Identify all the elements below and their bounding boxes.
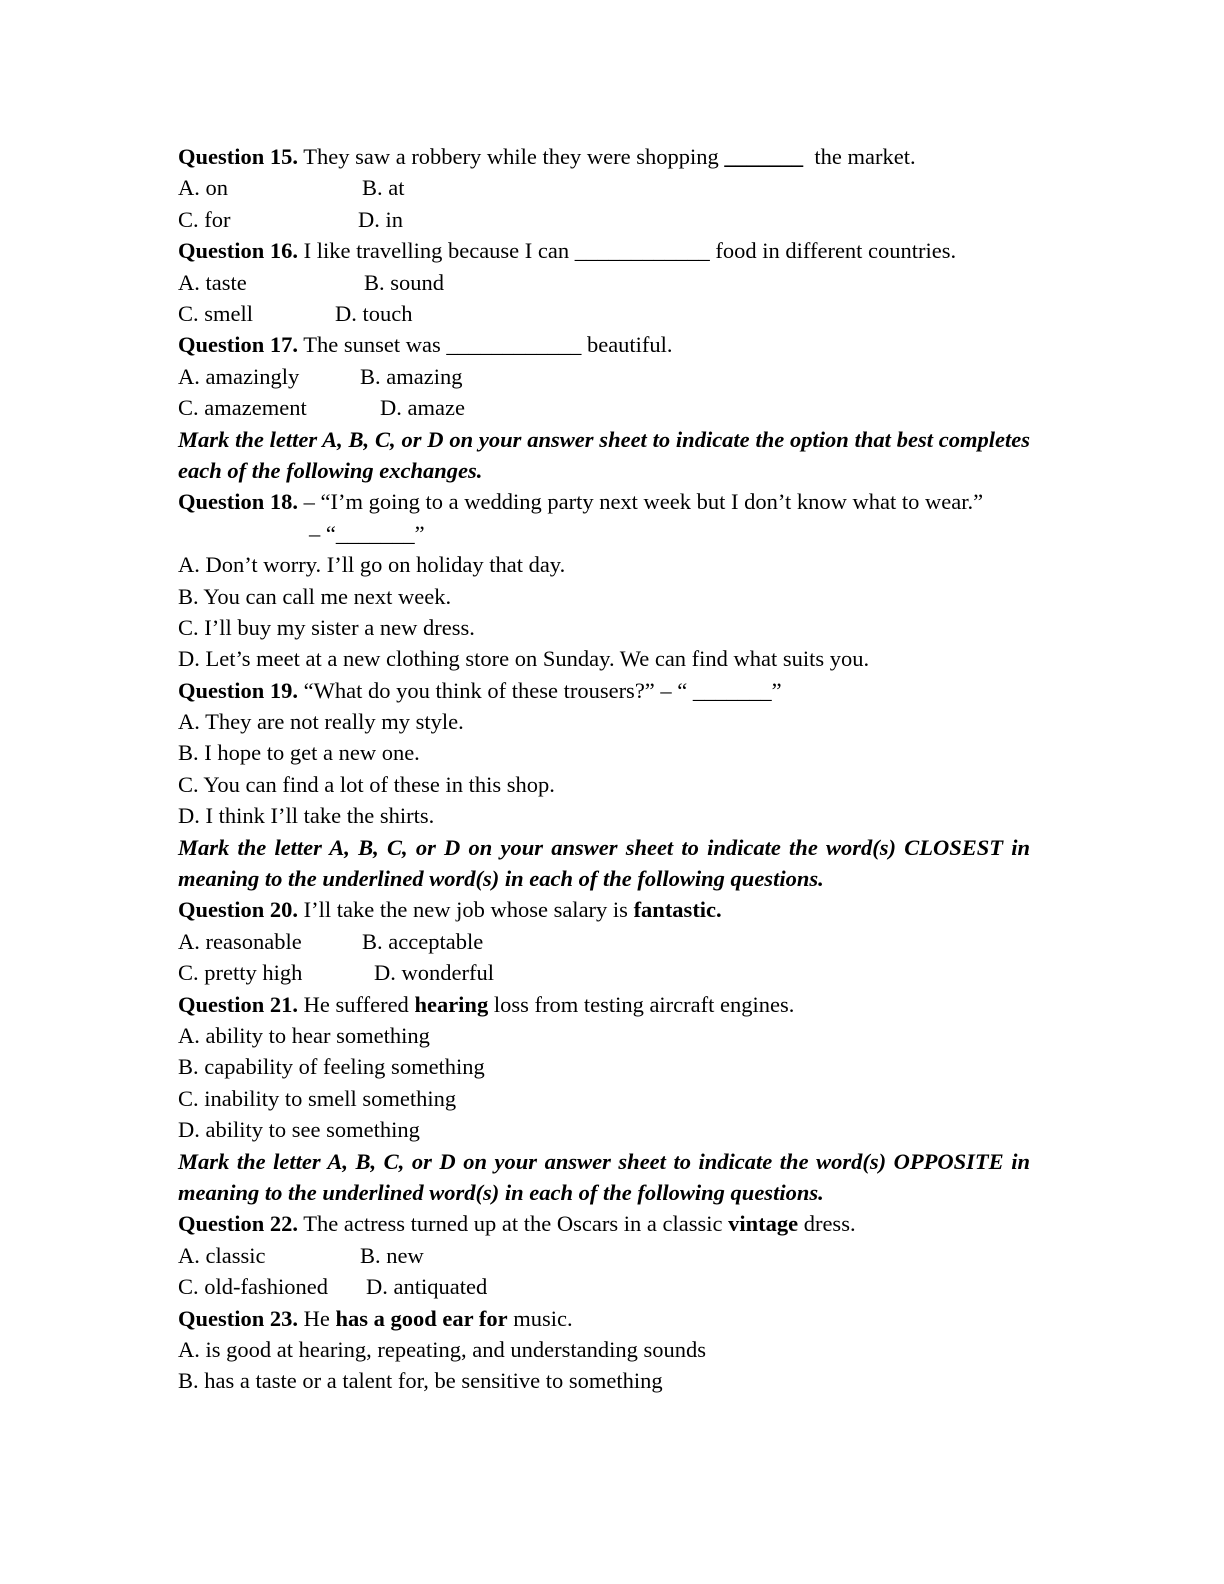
question-18: [178, 486, 1030, 517]
option-c: C. inability to smell something: [178, 1085, 457, 1111]
question-text: I like travelling because I can ____________ food in different countries.: [298, 238, 957, 264]
option-a: A. classic: [178, 1242, 266, 1268]
options-row: [178, 957, 1030, 988]
option-c: C. amazement: [178, 395, 307, 421]
question-text-after: music.: [507, 1305, 573, 1331]
options-row: [178, 267, 1030, 298]
question-15: [178, 141, 1030, 172]
option-a: A. reasonable: [178, 928, 302, 954]
option-a: A. They are not really my style.: [178, 709, 464, 735]
question-20: [178, 894, 1030, 925]
question-label: Question 17.: [178, 332, 299, 358]
option-b: B. capability of feeling something: [178, 1054, 485, 1080]
option-c: C. old-fashioned: [178, 1274, 328, 1300]
question-label: Question 15.: [178, 144, 299, 169]
question-22: [178, 1208, 1030, 1239]
options-row: [178, 1271, 1030, 1302]
option-a: A. Don’t worry. I’ll go on holiday that day.: [178, 552, 566, 578]
question-label: Question 18.: [178, 489, 299, 515]
question-19: [178, 675, 1030, 706]
options-row: [178, 361, 1030, 392]
instruction-closest: Mark the letter A, B, C, or D on your answer sheet to indicate the word(s) CLOSEST in meaning to the underlined word(s) in each of the following questions.: [178, 834, 1030, 892]
options-row: [178, 1240, 1030, 1271]
option-c: C. I’ll buy my sister a new dress.: [178, 614, 475, 640]
option-c: C. smell: [178, 300, 254, 326]
options-row: [178, 204, 1030, 235]
option-d: D. amaze: [380, 395, 465, 421]
question-text-after: loss from testing aircraft engines.: [488, 991, 795, 1017]
option-d: D. antiquated: [366, 1274, 488, 1300]
question-17: [178, 329, 1030, 360]
question-16: [178, 235, 1030, 266]
option-a: A. amazingly: [178, 363, 300, 389]
reply-blank: – “_______”: [309, 520, 425, 546]
option-b: B. at: [362, 175, 405, 201]
document-page: [178, 141, 1030, 1397]
option-d: D. wonderful: [374, 960, 494, 986]
question-label: Question 22.: [178, 1211, 299, 1237]
question-text: “What do you think of these trousers?” – “ _______”: [298, 677, 782, 703]
question-text: He: [298, 1305, 336, 1331]
option-d: D. in: [358, 206, 403, 232]
option-b: B. new: [360, 1242, 424, 1268]
option-b: B. You can call me next week.: [178, 583, 452, 609]
option-b: B. I hope to get a new one.: [178, 740, 420, 766]
question-label: Question 23.: [178, 1305, 299, 1331]
question-text: – “I’m going to a wedding party next week but I don’t know what to wear.”: [298, 489, 984, 515]
options-row: [178, 392, 1030, 423]
options-row: [178, 172, 1030, 203]
question-text-after: the market.: [803, 144, 916, 169]
option-c: C. You can find a lot of these in this shop.: [178, 771, 555, 797]
option-a: A. taste: [178, 269, 247, 295]
option-d: D. I think I’ll take the shirts.: [178, 803, 435, 829]
option-b: B. acceptable: [362, 928, 484, 954]
options-row: [178, 298, 1030, 329]
option-a: A. is good at hearing, repeating, and understanding sounds: [178, 1336, 707, 1362]
option-b: B. sound: [364, 269, 445, 295]
instruction-exchanges: Mark the letter A, B, C, or D on your answer sheet to indicate the option that best completes each of the following exchanges.: [178, 426, 1030, 483]
question-text: They saw a robbery while they were shopping: [298, 144, 725, 169]
option-d: D. Let’s meet at a new clothing store on Sunday. We can find what suits you.: [178, 646, 870, 672]
question-keyword: fantastic.: [633, 897, 722, 923]
option-c: C. pretty high: [178, 960, 303, 986]
option-c: C. for: [178, 206, 231, 232]
option-b: B. has a taste or a talent for, be sensitive to something: [178, 1368, 663, 1394]
option-a: A. on: [178, 175, 228, 201]
question-label: Question 21.: [178, 991, 299, 1017]
question-23: [178, 1303, 1030, 1334]
question-text-after: dress.: [798, 1211, 856, 1237]
question-keyword: hearing: [414, 991, 489, 1017]
question-label: Question 19.: [178, 677, 299, 703]
options-row: [178, 926, 1030, 957]
question-label: Question 20.: [178, 897, 299, 923]
question-keyword: vintage: [728, 1211, 799, 1237]
option-a: A. ability to hear something: [178, 1023, 430, 1048]
question-text: I’ll take the new job whose salary is: [298, 897, 634, 923]
answer-blank: _______: [724, 144, 804, 169]
question-21: [178, 989, 1030, 1020]
option-d: D. touch: [335, 300, 413, 326]
question-label: Question 16.: [178, 238, 299, 264]
question-text: He suffered: [298, 991, 415, 1017]
question-keyword: has a good ear for: [335, 1305, 508, 1331]
option-b: B. amazing: [360, 363, 463, 389]
instruction-opposite: Mark the letter A, B, C, or D on your answer sheet to indicate the word(s) OPPOSITE in meaning to the underlined word(s) in each of the following questions.: [178, 1148, 1030, 1205]
question-text: The sunset was ____________ beautiful.: [298, 332, 673, 358]
question-text: The actress turned up at the Oscars in a classic: [298, 1211, 729, 1237]
option-d: D. ability to see something: [178, 1117, 420, 1143]
